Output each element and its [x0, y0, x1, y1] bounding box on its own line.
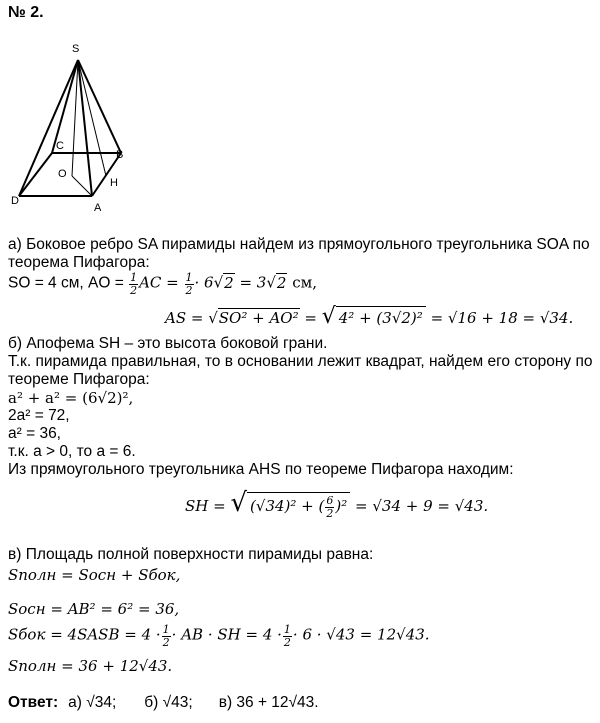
label-c: C: [56, 140, 64, 152]
side-fraction-1: $\frac{1}{2}$: [162, 623, 170, 649]
part-a-as-line: AS = √SO² + AO² = √ 4² + (3√2)² = √16 + 18 = √34.: [165, 304, 574, 329]
answer-line: [8, 694, 319, 712]
so-text: SO = 4 см, AO =: [8, 274, 129, 292]
part-b-eq2: 2a² = 72,: [8, 407, 70, 424]
part-b-eq1: a² + a² = (6√2)²,: [8, 389, 134, 407]
label-a: A: [94, 202, 102, 214]
label-s: S: [72, 43, 80, 55]
ao-ac: AC =: [139, 273, 184, 292]
sh-big-radical: [247, 492, 350, 519]
ao-tail-b: 2: [224, 273, 234, 292]
part-b-line2: Т.к. пирамида правильная, то в основании лежит квадрат, найдем его сторону по: [8, 353, 593, 370]
sh-lhs: SH =: [185, 497, 231, 515]
answer-b: б) √43;: [144, 694, 193, 711]
label-o: O: [58, 168, 67, 180]
as-eq-2: =: [299, 309, 322, 327]
side-fraction-2: $\frac{1}{2}$: [283, 623, 291, 649]
part-b-line3: теореме Пифагора:: [8, 371, 150, 388]
s-full-formula: Sполн = Sосн + Sбок,: [8, 566, 181, 584]
sh-inner-a: (√34)² + (: [250, 497, 325, 515]
ao-tail-d: 2: [276, 273, 287, 292]
sh-fraction: $\frac{6}{2}$: [326, 493, 334, 520]
edge-sa: [78, 60, 92, 196]
side-c: · 6 · √43 = 12√43.: [292, 625, 430, 644]
as-sqrt-inner: SO² + AO²: [218, 309, 299, 327]
side-b: · AB · SH = 4 ·: [171, 625, 282, 644]
part-b-eq3: a² = 36,: [8, 425, 61, 442]
label-b: B: [116, 149, 124, 161]
diagonal-ao: [72, 176, 92, 196]
answer-a: а) √34;: [68, 694, 117, 711]
half-fraction-1: $\frac{1}{2}$: [130, 271, 138, 297]
part-b-line1: б) Апофема SH – это высота боковой грани.: [8, 335, 328, 352]
ao-tail-a: · 6: [194, 273, 214, 292]
part-b-eq4: т.к. a > 0, то a = 6.: [8, 443, 136, 460]
ao-tail-c: = 3: [234, 273, 267, 292]
as-eq-3: = √16 + 18 = √34.: [425, 309, 574, 327]
side-a: Sбок = 4SASB = 4 ·: [8, 625, 161, 644]
ao-tail-e: см,: [287, 273, 318, 292]
as-eq-1: AS =: [165, 309, 209, 327]
label-d: D: [11, 195, 19, 207]
edge-sd: [19, 60, 78, 196]
apothem-sh: [78, 60, 106, 176]
part-a-so-ao-line: SO = 4 см, AO = $\frac{1}{2}$ AC = $\frac{1}{2}$ · 6√2 = 3√2 см,: [8, 271, 318, 297]
answer-label: Ответ:: [8, 694, 59, 711]
part-c-line1: в) Площадь полной поверхности пирамиды равна:: [8, 546, 374, 563]
part-b-line4: Из прямоугольного треугольника AHS по теореме Пифагора находим:: [8, 461, 514, 478]
part-b-sh-line: SH = √ (√34)² + ( $\frac{6}{2}$ )² = √34 + 9 = √43.: [185, 488, 489, 520]
s-side-formula: [8, 624, 430, 648]
s-base-formula: Sосн = AB² = 6² = 36,: [8, 600, 180, 618]
part-a-intro-line1: а) Боковое ребро SA пирамиды найдем из прямоугольного треугольника SOA по: [8, 236, 590, 253]
s-total: Sполн = 36 + 12√43.: [8, 657, 173, 675]
sh-inner-b: )²: [335, 497, 348, 515]
part-a-intro-line2: теорема Пифагора:: [8, 254, 150, 271]
label-h: H: [110, 177, 118, 189]
half-fraction-2: $\frac{1}{2}$: [185, 271, 193, 297]
sh-rhs: = √34 + 9 = √43.: [350, 497, 489, 515]
pyramid-figure: [0, 0, 600, 230]
problem-number: № 2.: [8, 4, 44, 21]
as-big-inner: 4² + (3√2)²: [336, 306, 426, 327]
edge-sb: [78, 60, 121, 153]
answer-c: в) 36 + 12√43.: [218, 694, 319, 711]
